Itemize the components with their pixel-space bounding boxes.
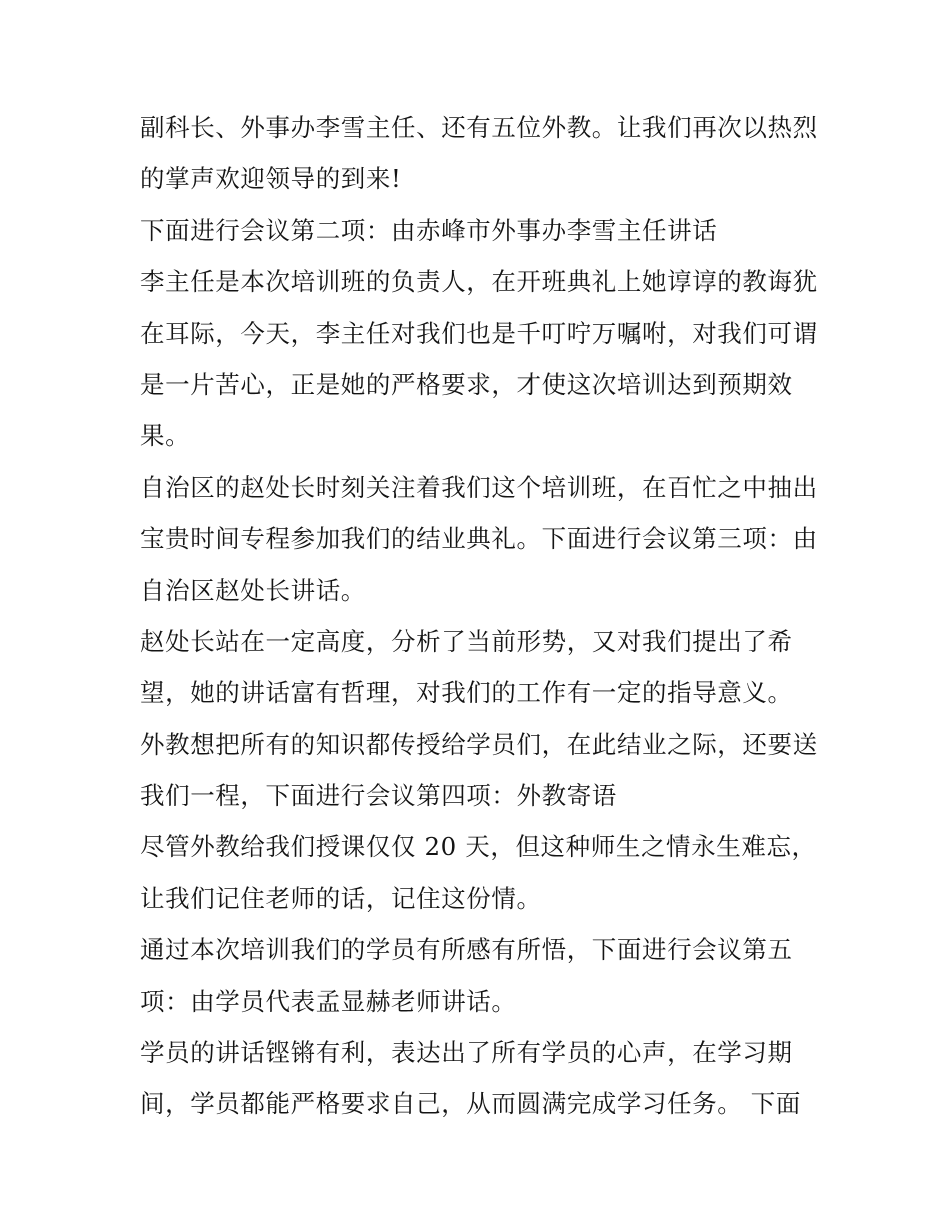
text-line: 自治区赵处长讲话。 xyxy=(140,575,366,605)
text-line: 通过本次培训我们的学员有所感有所悟，下面进行会议第五 xyxy=(140,935,793,965)
text-line: 学员的讲话铿锵有利，表达出了所有学员的心声，在学习期 xyxy=(140,1038,793,1068)
text-line: 果。 xyxy=(140,421,191,451)
text-line: 望，她的讲话富有哲理，对我们的工作有一定的指导意义。 xyxy=(140,678,793,708)
document-body xyxy=(140,102,820,1130)
text-line: 让我们记住老师的话，记住这份情。 xyxy=(140,883,542,913)
text-line: 间，学员都能严格要求自己，从而圆满完成学习任务。 下面 xyxy=(140,1089,801,1119)
text-line: 宝贵时间专程参加我们的结业典礼。下面进行会议第三项：由 xyxy=(140,524,818,554)
text-line: 李主任是本次培训班的负责人，在开班典礼上她谆谆的教诲犹 xyxy=(140,267,818,297)
text-line: 尽管外教给我们授课仅仅 20 天，但这种师生之情永生难忘， xyxy=(140,832,817,862)
text-line: 赵处长站在一定高度，分析了当前形势，又对我们提出了希 xyxy=(140,626,793,656)
text-line: 下面进行会议第二项：由赤峰市外事办李雪主任讲话 xyxy=(140,215,718,245)
text-line: 自治区的赵处长时刻关注着我们这个培训班，在百忙之中抽出 xyxy=(140,472,818,502)
text-line: 在耳际，今天，李主任对我们也是千叮咛万嘱咐，对我们可谓 xyxy=(140,318,818,348)
text-line: 我们一程，下面进行会议第四项：外教寄语 xyxy=(140,781,617,811)
text-line: 的掌声欢迎领导的到来! xyxy=(140,164,402,194)
text-line: 副科长、外事办李雪主任、还有五位外教。让我们再次以热烈 xyxy=(140,113,818,142)
text-line: 项：由学员代表孟显赫老师讲话。 xyxy=(140,986,517,1016)
text-line: 是一片苦心，正是她的严格要求，才使这次培训达到预期效 xyxy=(140,369,793,399)
text-line: 外教想把所有的知识都传授给学员们，在此结业之际，还要送 xyxy=(140,729,818,759)
